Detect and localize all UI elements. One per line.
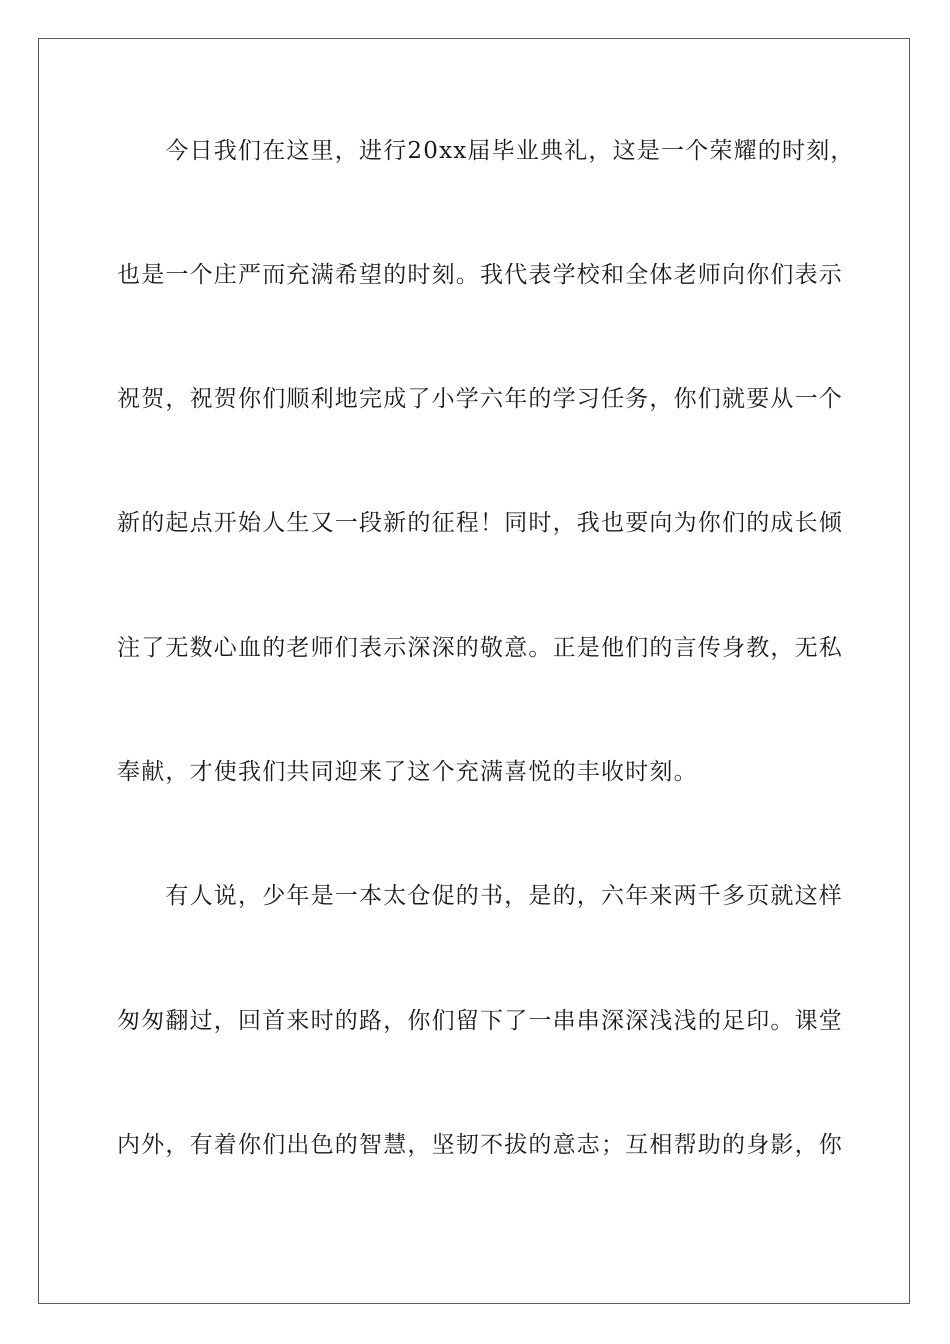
paragraph-2-line-3: 内外，有着你们出色的智慧，坚韧不拔的意志；互相帮助的身影，你	[117, 1132, 843, 1158]
paragraph-1-line-4: 新的起点开始人生又一段新的征程！同时，我也要向为你们的成长倾	[117, 510, 843, 536]
paragraph-2-line-1: 有人说，少年是一本太仓促的书，是的，六年来两千多页就这样	[117, 883, 843, 909]
paragraph-1-line-6: 奉献，才使我们共同迎来了这个充满喜悦的丰收时刻。	[117, 759, 698, 785]
paragraph-1-line-1: 今日我们在这里，进行20xx届毕业典礼，这是一个荣耀的时刻，	[117, 138, 855, 164]
paragraph-2-line-2: 匆匆翻过，回首来时的路，你们留下了一串串深深浅浅的足印。课堂	[117, 1008, 843, 1034]
paragraph-1-line-5: 注了无数心血的老师们表示深深的敬意。正是他们的言传身教，无私	[117, 635, 843, 661]
page-border	[38, 38, 910, 1304]
paragraph-1-line-2: 也是一个庄严而充满希望的时刻。我代表学校和全体老师向你们表示	[117, 262, 843, 288]
paragraph-1-line-3: 祝贺，祝贺你们顺利地完成了小学六年的学习任务，你们就要从一个	[117, 386, 843, 412]
